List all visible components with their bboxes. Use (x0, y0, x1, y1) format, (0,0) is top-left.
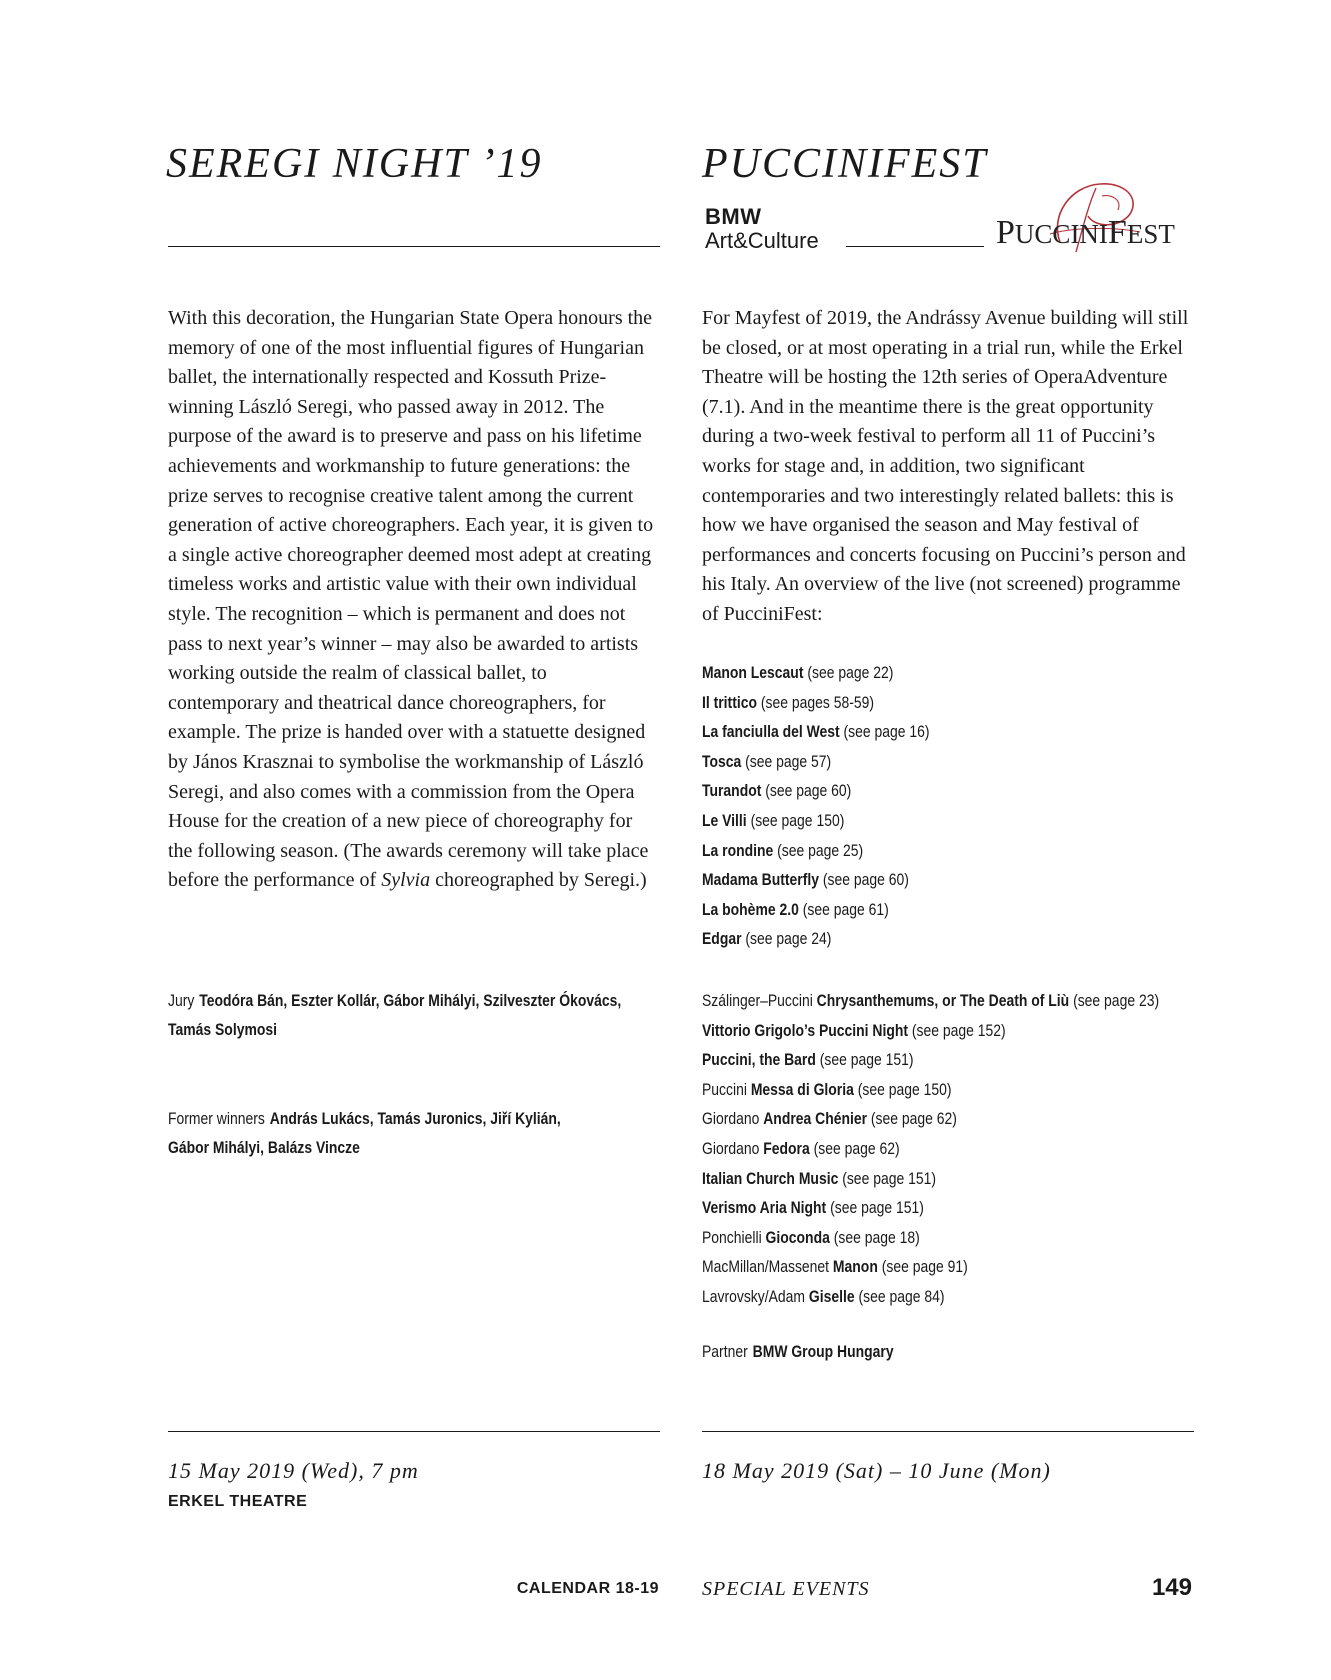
jury-names-2: Tamás Solymosi (168, 1020, 277, 1039)
event-list-item (702, 1193, 1159, 1223)
puccinifest-body-text: For Mayfest of 2019, the Andrássy Avenue building will still be closed, or at most operating in a trial run, while the Erkel Theatre will be hosting the 12th series of OperaAdventure (7.1). And in the meantime there is the great opportunity during a two-week festival to perform all 11 of Puccini’s works for stage and, in addition, two significant contemporaries and two interestingly related ballets: this is how we have organised the season and May festival of performances and concerts focusing on Puccini’s person and his Italy. An overview of the live (not screened) programme of PucciniFest: (702, 307, 1189, 625)
opera-list-item (702, 865, 930, 895)
event-list-item (702, 986, 1159, 1016)
event-list-item (702, 1104, 1159, 1134)
partner-label: Partner (702, 1342, 748, 1361)
right-bottom-rule (702, 1431, 1194, 1432)
opera-page-ref: (see page 16) (839, 722, 930, 742)
event-prefix: Puccini (702, 1079, 751, 1099)
logo-f: F (1107, 214, 1127, 251)
opera-list-item (702, 658, 930, 688)
puccinifest-logo (990, 176, 1200, 256)
opera-title: Edgar (702, 929, 742, 949)
opera-page-ref: (see page 61) (798, 899, 889, 919)
opera-page-ref: (see page 57) (741, 751, 832, 771)
opera-page-ref: (see page 22) (803, 663, 894, 682)
art-culture-label: Art&Culture (705, 228, 819, 253)
jury-line-2 (168, 1015, 277, 1045)
seregi-body-end: choreographed by Seregi.) (430, 869, 647, 892)
event-page-ref: (see page 151) (826, 1198, 924, 1218)
event-page-ref: (see page 150) (853, 1079, 952, 1099)
event-title: Italian Church Music (702, 1168, 839, 1188)
opera-list-item (702, 717, 930, 747)
event-list-item (702, 1016, 1159, 1046)
jury-names-1: Teodóra Bán, Eszter Kollár, Gábor Mihályi, Szilveszter Ókovács, (199, 991, 622, 1010)
event-page-ref: (see page 62) (809, 1138, 900, 1158)
partner-name: BMW Group Hungary (752, 1342, 894, 1361)
opera-list-item (702, 836, 930, 866)
opera-title: Le Villi (702, 810, 747, 830)
opera-title: Turandot (702, 781, 762, 801)
event-list-item (702, 1134, 1159, 1164)
event-prefix: Giordano (702, 1109, 764, 1129)
event-prefix: Ponchielli (702, 1227, 766, 1247)
opera-list-item (702, 806, 930, 836)
opera-title: Il trittico (702, 692, 757, 712)
jury-line-1 (168, 986, 621, 1016)
event-page-ref: (see page 23) (1069, 991, 1160, 1010)
opera-title: La rondine (702, 840, 774, 860)
opera-page-ref: (see page 60) (761, 781, 852, 801)
left-bottom-rule (168, 1431, 660, 1432)
puccinifest-title: PUCCINIFEST (702, 141, 988, 187)
opera-list-item (702, 924, 930, 954)
opera-list-item (702, 776, 930, 806)
opera-page-ref: (see pages 58-59) (756, 692, 875, 712)
logo-p: P (996, 214, 1015, 251)
event-list (702, 986, 1159, 1312)
event-title: Fedora (763, 1138, 810, 1158)
left-title-rule (168, 246, 660, 247)
puccinifest-date: 18 May 2019 (Sat) – 10 June (Mon) (702, 1458, 1051, 1483)
opera-page-ref: (see page 25) (773, 840, 864, 860)
event-title: Gioconda (765, 1227, 830, 1247)
event-title: Messa di Gloria (750, 1079, 854, 1099)
brand-rule (846, 246, 984, 247)
event-prefix: MacMillan/Massenet (702, 1257, 833, 1277)
event-list-item (702, 1223, 1159, 1253)
event-list-item (702, 1164, 1159, 1194)
seregi-date: 15 May 2019 (Wed), 7 pm (168, 1458, 419, 1483)
event-page-ref: (see page 91) (877, 1257, 968, 1277)
event-list-item (702, 1282, 1159, 1312)
opera-list-item (702, 895, 930, 925)
event-list-item (702, 1045, 1159, 1075)
bmw-label: BMW (705, 204, 762, 229)
opera-page-ref: (see page 150) (746, 810, 845, 830)
event-title: Giselle (808, 1286, 855, 1306)
event-page-ref: (see page 84) (854, 1286, 945, 1306)
seregi-venue: ERKEL THEATRE (168, 1493, 308, 1510)
event-list-item (702, 1252, 1159, 1282)
footer-section-label: SPECIAL EVENTS (702, 1578, 870, 1600)
former-winners-line-2 (168, 1133, 360, 1163)
opera-title: Madama Butterfly (702, 870, 819, 890)
event-title: Manon (832, 1257, 878, 1277)
opera-list (702, 658, 930, 954)
opera-page-ref: (see page 60) (818, 870, 909, 890)
opera-title: La fanciulla del West (702, 722, 840, 742)
seregi-night-title: SEREGI NIGHT ’19 (166, 141, 543, 187)
former-winners-label: Former winners (168, 1109, 265, 1128)
logo-est: EST (1126, 219, 1175, 249)
opera-list-item (702, 747, 930, 777)
opera-title: La bohème 2.0 (702, 899, 799, 919)
opera-page-ref: (see page 24) (741, 929, 832, 949)
logo-ucciini: UCCINI (1014, 219, 1108, 249)
former-winners-names-1: András Lukács, Tamás Juronics, Jiří Kylián, (269, 1109, 561, 1128)
footer-calendar-label: CALENDAR 18-19 (516, 1580, 659, 1597)
former-winners-names-2: Gábor Mihályi, Balázs Vincze (168, 1138, 360, 1157)
event-title: Andrea Chénier (763, 1109, 868, 1129)
event-page-ref: (see page 152) (908, 1020, 1006, 1040)
event-prefix: Lavrovsky/Adam (702, 1286, 809, 1306)
event-prefix: Szálinger–Puccini (702, 991, 817, 1010)
opera-title: Tosca (702, 751, 742, 771)
partner-line (702, 1337, 894, 1367)
opera-title: Manon Lescaut (702, 663, 804, 682)
event-list-item (702, 1075, 1159, 1105)
event-prefix: Giordano (702, 1138, 764, 1158)
jury-label: Jury (168, 991, 195, 1010)
seregi-body-text (168, 304, 660, 896)
event-title: Vittorio Grigolo’s Puccini Night (702, 1020, 909, 1040)
event-title: Puccini, the Bard (702, 1050, 816, 1070)
event-page-ref: (see page 151) (815, 1050, 914, 1070)
event-title: Verismo Aria Night (702, 1198, 827, 1218)
event-page-ref: (see page 18) (829, 1227, 920, 1247)
event-title: Chrysanthemums, or The Death of Liù (816, 991, 1070, 1010)
former-winners-line-1 (168, 1104, 561, 1134)
opera-list-item (702, 688, 930, 718)
seregi-body-italic: Sylvia (381, 869, 431, 892)
bmw-art-culture-logo (705, 205, 819, 253)
event-page-ref: (see page 151) (838, 1168, 936, 1188)
page-number: 149 (1151, 1574, 1192, 1601)
event-page-ref: (see page 62) (867, 1109, 957, 1129)
puccinifest-wordmark (996, 214, 1175, 252)
seregi-body-main: With this decoration, the Hungarian State Opera honours the memory of one of the most influential figures of Hungarian ballet, the internationally respected and Kossuth Prize-winning László Seregi, who passed away in 2012. The purpose of the award is to preserve and pass on his lifetime achievements and workmanship to future generations: the prize serves to recognise creative talent among the current generation of active choreographers. Each year, it is given to a single active choreographer deemed most adept at creating timeless works and artistic value with their own individual style. The recognition – which is permanent and does not pass to next year’s winner – may also be awarded to artists working outside the realm of classical ballet, to contemporary and theatrical dance choreographers, for example. The prize is handed over with a statuette designed by János Krasznai to symbolise the workmanship of László Seregi, and also comes with a commission from the Opera House for the creation of a new piece of choreography for the following season. (The awards ceremony will take place before the performance of (168, 307, 654, 892)
